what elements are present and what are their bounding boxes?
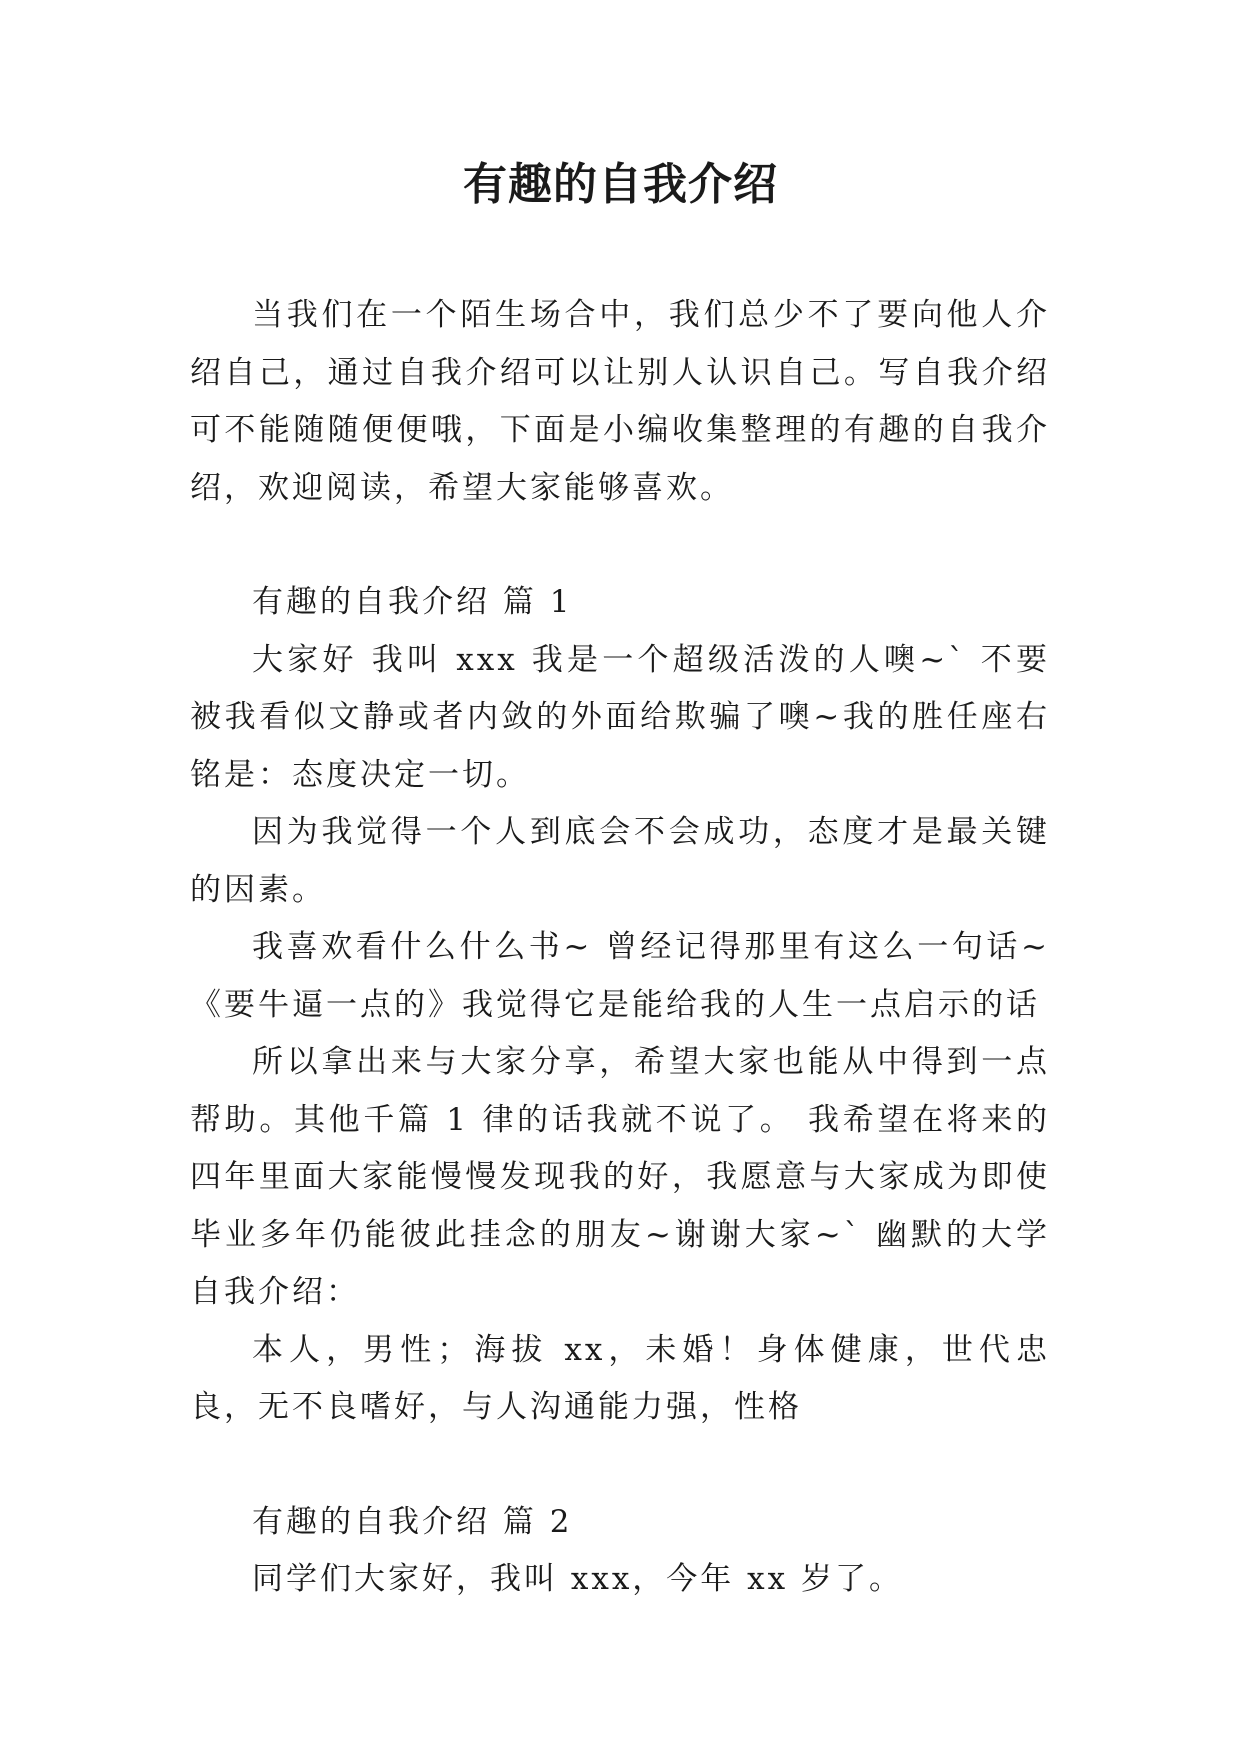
section-paragraph: 大家好 我叫 xxx 我是一个超级活泼的人噢~` 不要被我看似文静或者内敛的外面给欺骗了噢~我的胜任座右铭是：态度决定一切。 (190, 641, 1050, 793)
document-body (190, 287, 1050, 1609)
document-title: 有趣的自我介绍 (463, 159, 778, 210)
section-1 (190, 574, 1050, 1437)
section-paragraph: 同学们大家好，我叫 xxx，今年 xx 岁了。 (252, 1561, 903, 1597)
intro-paragraph: 当我们在一个陌生场合中，我们总少不了要向他人介绍自己，通过自我介绍可以让别人认识自己。写自我介绍可不能随随便便哦，下面是小编收集整理的有趣的自我介绍，欢迎阅读，希望大家能够喜欢。 (190, 297, 1050, 506)
section-paragraph: 所以拿出来与大家分享，希望大家也能从中得到一点帮助。其他千篇 1 律的话我就不说了。 我希望在将来的四年里面大家能慢慢发现我的好，我愿意与大家成为即使毕业多年仍能彼此挂念的朋友~谢谢大家~` 幽默的大学自我介绍： (190, 1044, 1050, 1310)
section-paragraph: 因为我觉得一个人到底会不会成功，态度才是最关键的因素。 (190, 814, 1050, 908)
section-paragraph: 我喜欢看什么什么书~ 曾经记得那里有这么一句话~《要牛逼一点的》我觉得它是能给我的人生一点启示的话 (190, 929, 1050, 1023)
section-gap (190, 517, 1050, 574)
section-gap (190, 1437, 1050, 1494)
section-heading: 有趣的自我介绍 篇 2 (252, 1503, 573, 1540)
section-paragraph: 本人，男性；海拔 xx，未婚！身体健康，世代忠良，无不良嗜好，与人沟通能力强，性格 (190, 1331, 1050, 1425)
section-2 (190, 1494, 1050, 1609)
section-heading: 有趣的自我介绍 篇 1 (252, 584, 573, 620)
